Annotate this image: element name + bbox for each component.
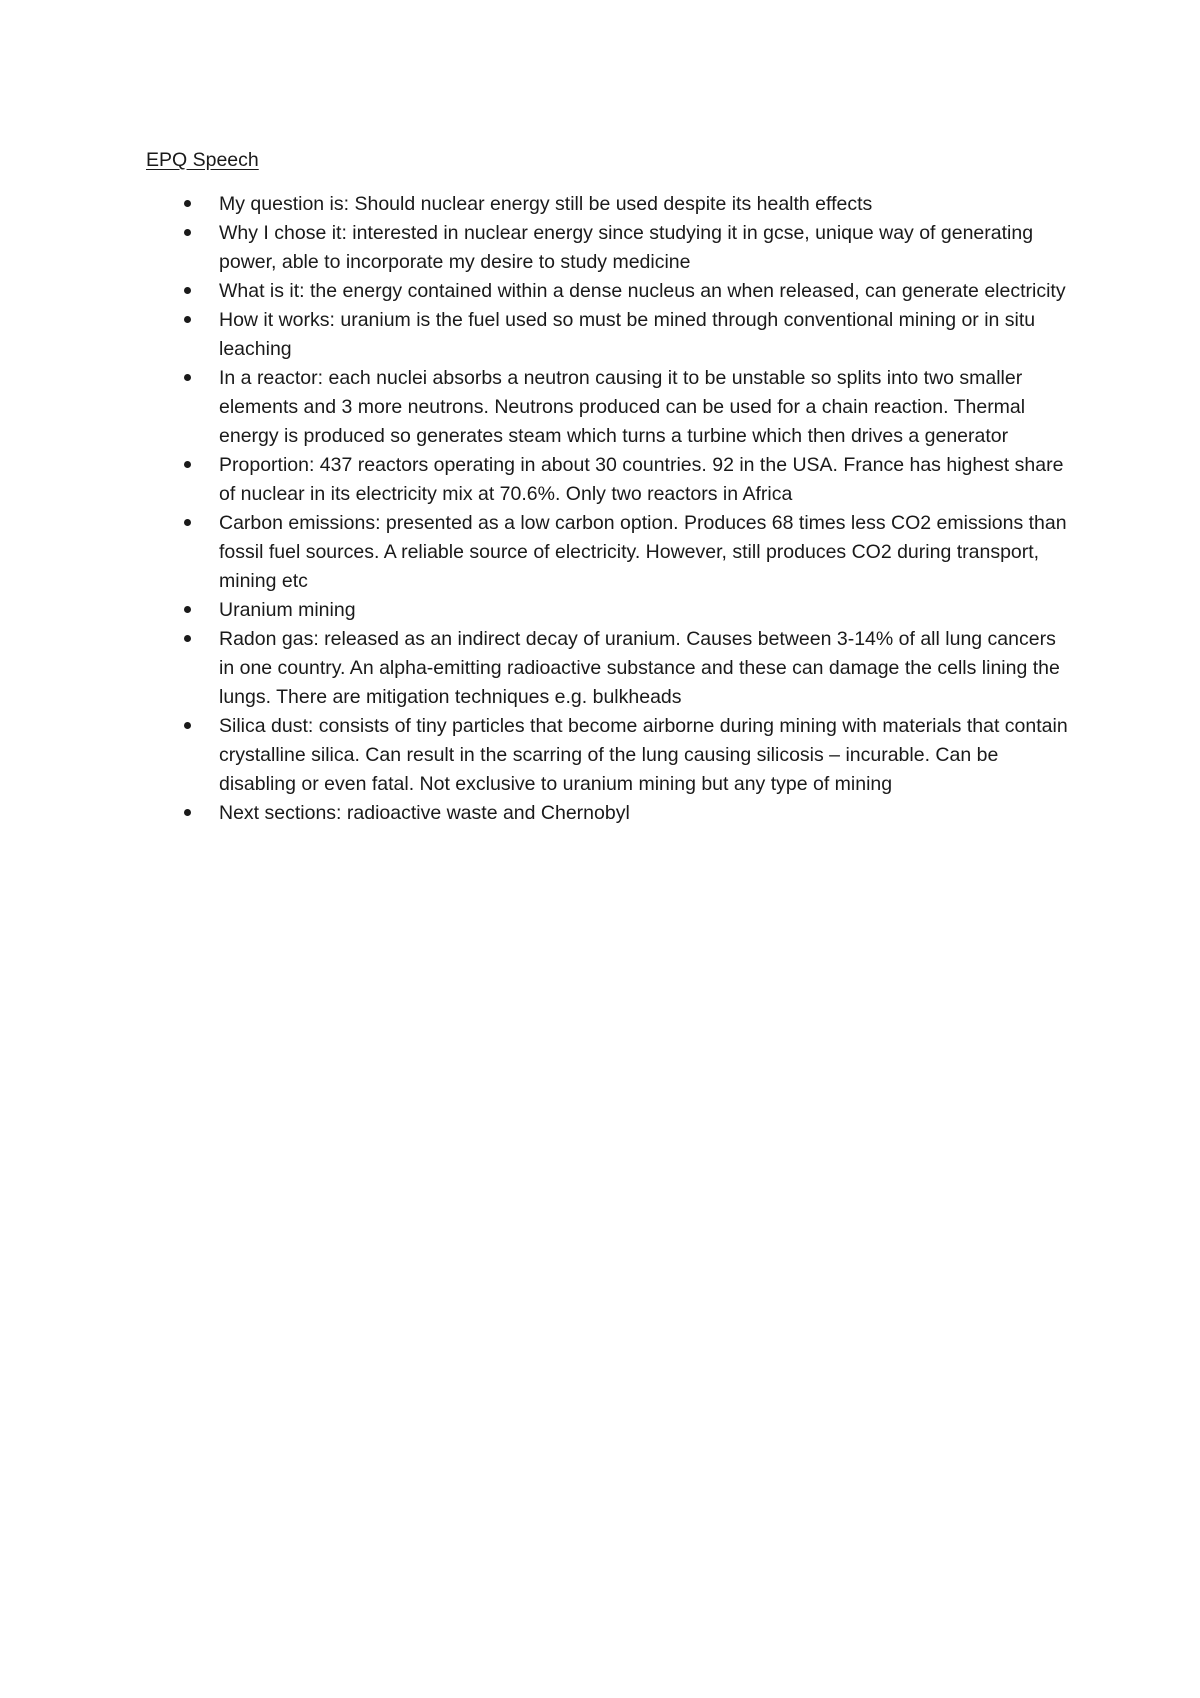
bullet-icon	[184, 287, 191, 294]
bullet-text: Proportion: 437 reactors operating in about 30 countries. 92 in the USA. France has highest share of nuclear in its electricity mix at 70.6%. Only two reactors in Africa	[219, 454, 1064, 505]
bullet-icon	[184, 374, 191, 381]
bullet-text: Uranium mining	[219, 599, 356, 621]
bullet-text: Silica dust: consists of tiny particles that become airborne during mining with materials that contain crystalline silica. Can result in the scarring of the lung causing silicosis – incurable. Can be disabling or even fatal. Not exclusive to uranium mining but any type of mining	[219, 715, 1068, 795]
bullet-icon	[184, 606, 191, 613]
bullet-text: How it works: uranium is the fuel used so must be mined through conventional mining or in situ leaching	[219, 309, 1036, 360]
bullet-text: Why I chose it: interested in nuclear energy since studying it in gcse, unique way of generating power, able to incorporate my desire to study medicine	[219, 222, 1034, 273]
list-item	[146, 712, 1076, 799]
bullet-text: Radon gas: released as an indirect decay of uranium. Causes between 3-14% of all lung cancers in one country. An alpha-emitting radioactive substance and these can damage the cells lining the lungs. There are mitigation techniques e.g. bulkheads	[219, 628, 1060, 708]
list-item	[146, 509, 1076, 596]
list-item	[146, 277, 1076, 306]
bullet-icon	[184, 200, 191, 207]
bullet-list	[146, 190, 1076, 828]
list-item	[146, 625, 1076, 712]
list-item	[146, 190, 1076, 219]
bullet-icon	[184, 809, 191, 816]
list-item	[146, 799, 1076, 828]
list-item	[146, 306, 1076, 364]
bullet-text: What is it: the energy contained within a dense nucleus an when released, can generate electricity	[219, 280, 1066, 302]
bullet-icon	[184, 519, 191, 526]
bullet-icon	[184, 635, 191, 642]
bullet-icon	[184, 316, 191, 323]
bullet-text: My question is: Should nuclear energy still be used despite its health effects	[219, 193, 873, 215]
document-title: EPQ Speech	[146, 149, 259, 171]
bullet-icon	[184, 461, 191, 468]
bullet-text: In a reactor: each nuclei absorbs a neutron causing it to be unstable so splits into two smaller elements and 3 more neutrons. Neutrons produced can be used for a chain reaction. Thermal energy is produced so generates steam which turns a turbine which then drives a generator	[219, 367, 1026, 447]
bullet-icon	[184, 722, 191, 729]
bullet-icon	[184, 229, 191, 236]
bullet-text: Carbon emissions: presented as a low carbon option. Produces 68 times less CO2 emissions than fossil fuel sources. A reliable source of electricity. However, still produces CO2 during transport, mining etc	[219, 512, 1067, 592]
list-item	[146, 596, 1076, 625]
list-item	[146, 219, 1076, 277]
bullet-text: Next sections: radioactive waste and Chernobyl	[219, 802, 630, 824]
list-item	[146, 451, 1076, 509]
list-item	[146, 364, 1076, 451]
